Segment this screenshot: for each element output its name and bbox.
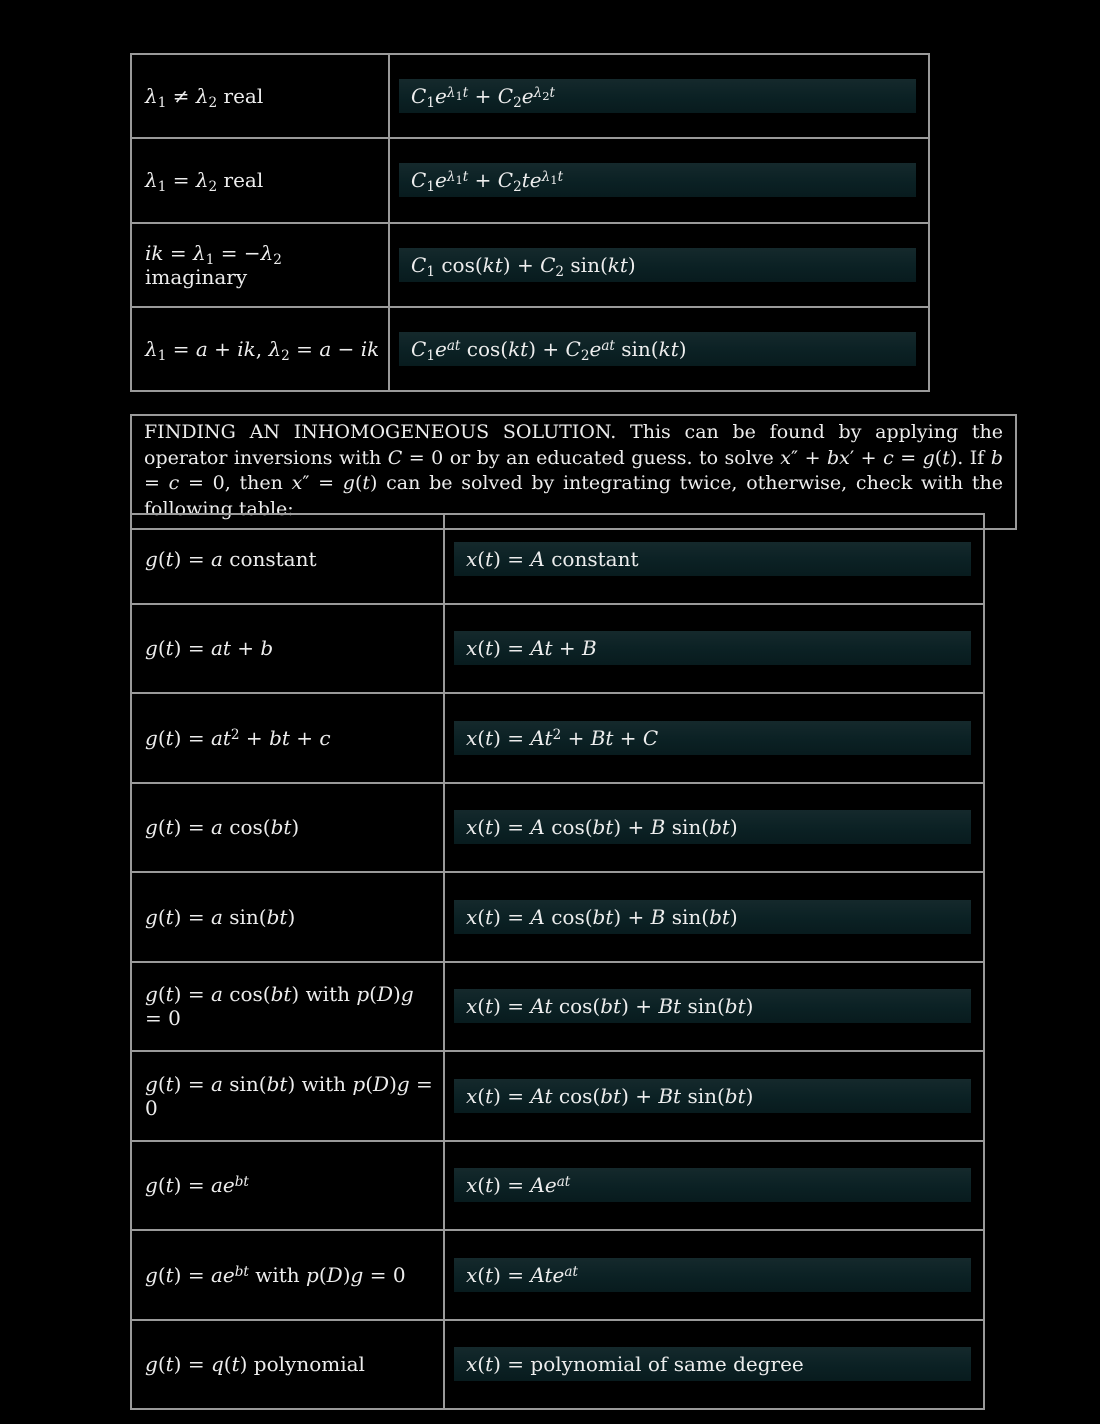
case-text: ik = $\lambda_1 = -\lambda_2$ imaginary [145,240,282,289]
x-highlight: x(t) = At + B [454,631,971,665]
table-row [132,55,928,137]
solution-cell [390,55,928,137]
g-cell [132,1231,445,1319]
case-cell [132,55,390,137]
x-highlight: $x(t) = At^2 + Bt + C$ [454,721,971,755]
x-highlight: $x(t) = Ae^{at}$ [454,1168,971,1202]
g-text: g(t) = q(t) polynomial [145,1352,365,1377]
g-cell [132,605,445,693]
g-cell [132,1321,445,1409]
g-cell [132,784,445,872]
g-text: g(t) = at + b [145,636,274,661]
g-text: g(t) = a cos(bt) [145,815,300,840]
g-cell [132,1052,445,1140]
case-text: $\lambda_1 = \lambda_2$ real [145,168,264,196]
solution-highlight: $C_1e^{\lambda_1t} + C_2te^{\lambda_1t}$ [399,163,916,197]
g-text: g(t) = a cos(bt) with p(D)g = 0 [145,982,414,1031]
inhomogeneous-guess-table [130,513,985,1410]
g-cell [132,515,445,603]
inhomogeneous-note-text: FINDING AN INHOMOGENEOUS SOLUTION. This can be found by applying the operator inversions with C = 0 or by an educated guess. to solve x″ + bx′ + c = g(t). If b = c = 0, then x″ = g(t) can be solved by integrating twice, otherwise, check with the following table: [144,421,1003,520]
solution-highlight: $C_1$ $\cos(kt) + C_2$ sin(kt) [399,248,916,282]
g-text: $g(t) = at^2$ + bt + c [145,725,331,750]
homogeneous-solutions-table [130,53,930,392]
x-cell [445,605,983,693]
g-text: g(t) = a sin(bt) [145,904,296,929]
x-highlight: x(t) = At cos(bt) + Bt sin(bt) [454,1079,971,1113]
x-cell [445,1321,983,1409]
g-text: g(t) = a constant [145,546,317,571]
g-cell [132,694,445,782]
table-row [132,782,983,872]
solution-cell [390,308,928,390]
table-row [132,692,983,782]
x-cell [445,694,983,782]
table-row [132,515,983,603]
table-row [132,222,928,306]
x-highlight: x(t) = At cos(bt) + Bt sin(bt) [454,989,971,1023]
x-cell [445,1142,983,1230]
g-text: $g(t) = ae^{bt}$ with p(D)g = 0 [145,1262,406,1287]
case-text: $\lambda_1 \ne \lambda_2$ real [145,84,264,111]
case-cell [132,308,390,390]
x-highlight: x(t) = polynomial of same degree [454,1347,971,1381]
solution-highlight: $C_1e^{\lambda_1t} + C_2e^{\lambda_2t}$ [399,79,916,113]
table-row [132,961,983,1051]
x-cell [445,1052,983,1140]
table-row [132,1229,983,1319]
x-cell [445,515,983,603]
x-highlight: x(t) = A cos(bt) + B sin(bt) [454,810,971,844]
g-text: g(t) = a sin(bt) with p(D)g = 0 [145,1071,433,1120]
g-cell [132,873,445,961]
table-row [132,1319,983,1409]
table-row [132,1050,983,1140]
g-cell [132,963,445,1051]
solution-highlight: $C_1e^{at}$ $\cos(kt) + C_2e^{at}$ sin(kt) [399,332,916,366]
x-highlight: x(t) = A constant [454,542,971,576]
case-text: $\lambda_1 = a$ + ik, $\lambda_2 = a$ − ik [145,336,380,364]
table-row [132,871,983,961]
g-text: $g(t) = ae^{bt}$ [145,1173,249,1198]
solution-cell [390,224,928,306]
x-cell [445,963,983,1051]
table-row [132,306,928,390]
case-cell [132,139,390,221]
table-row [132,137,928,221]
table-row [132,603,983,693]
x-highlight: x(t) = A cos(bt) + B sin(bt) [454,900,971,934]
x-cell [445,873,983,961]
case-cell [132,224,390,306]
x-cell [445,784,983,872]
x-highlight: x(t) = Ate$^{at}$ [454,1258,971,1292]
table-row [132,1140,983,1230]
solution-cell [390,139,928,221]
x-cell [445,1231,983,1319]
g-cell [132,1142,445,1230]
